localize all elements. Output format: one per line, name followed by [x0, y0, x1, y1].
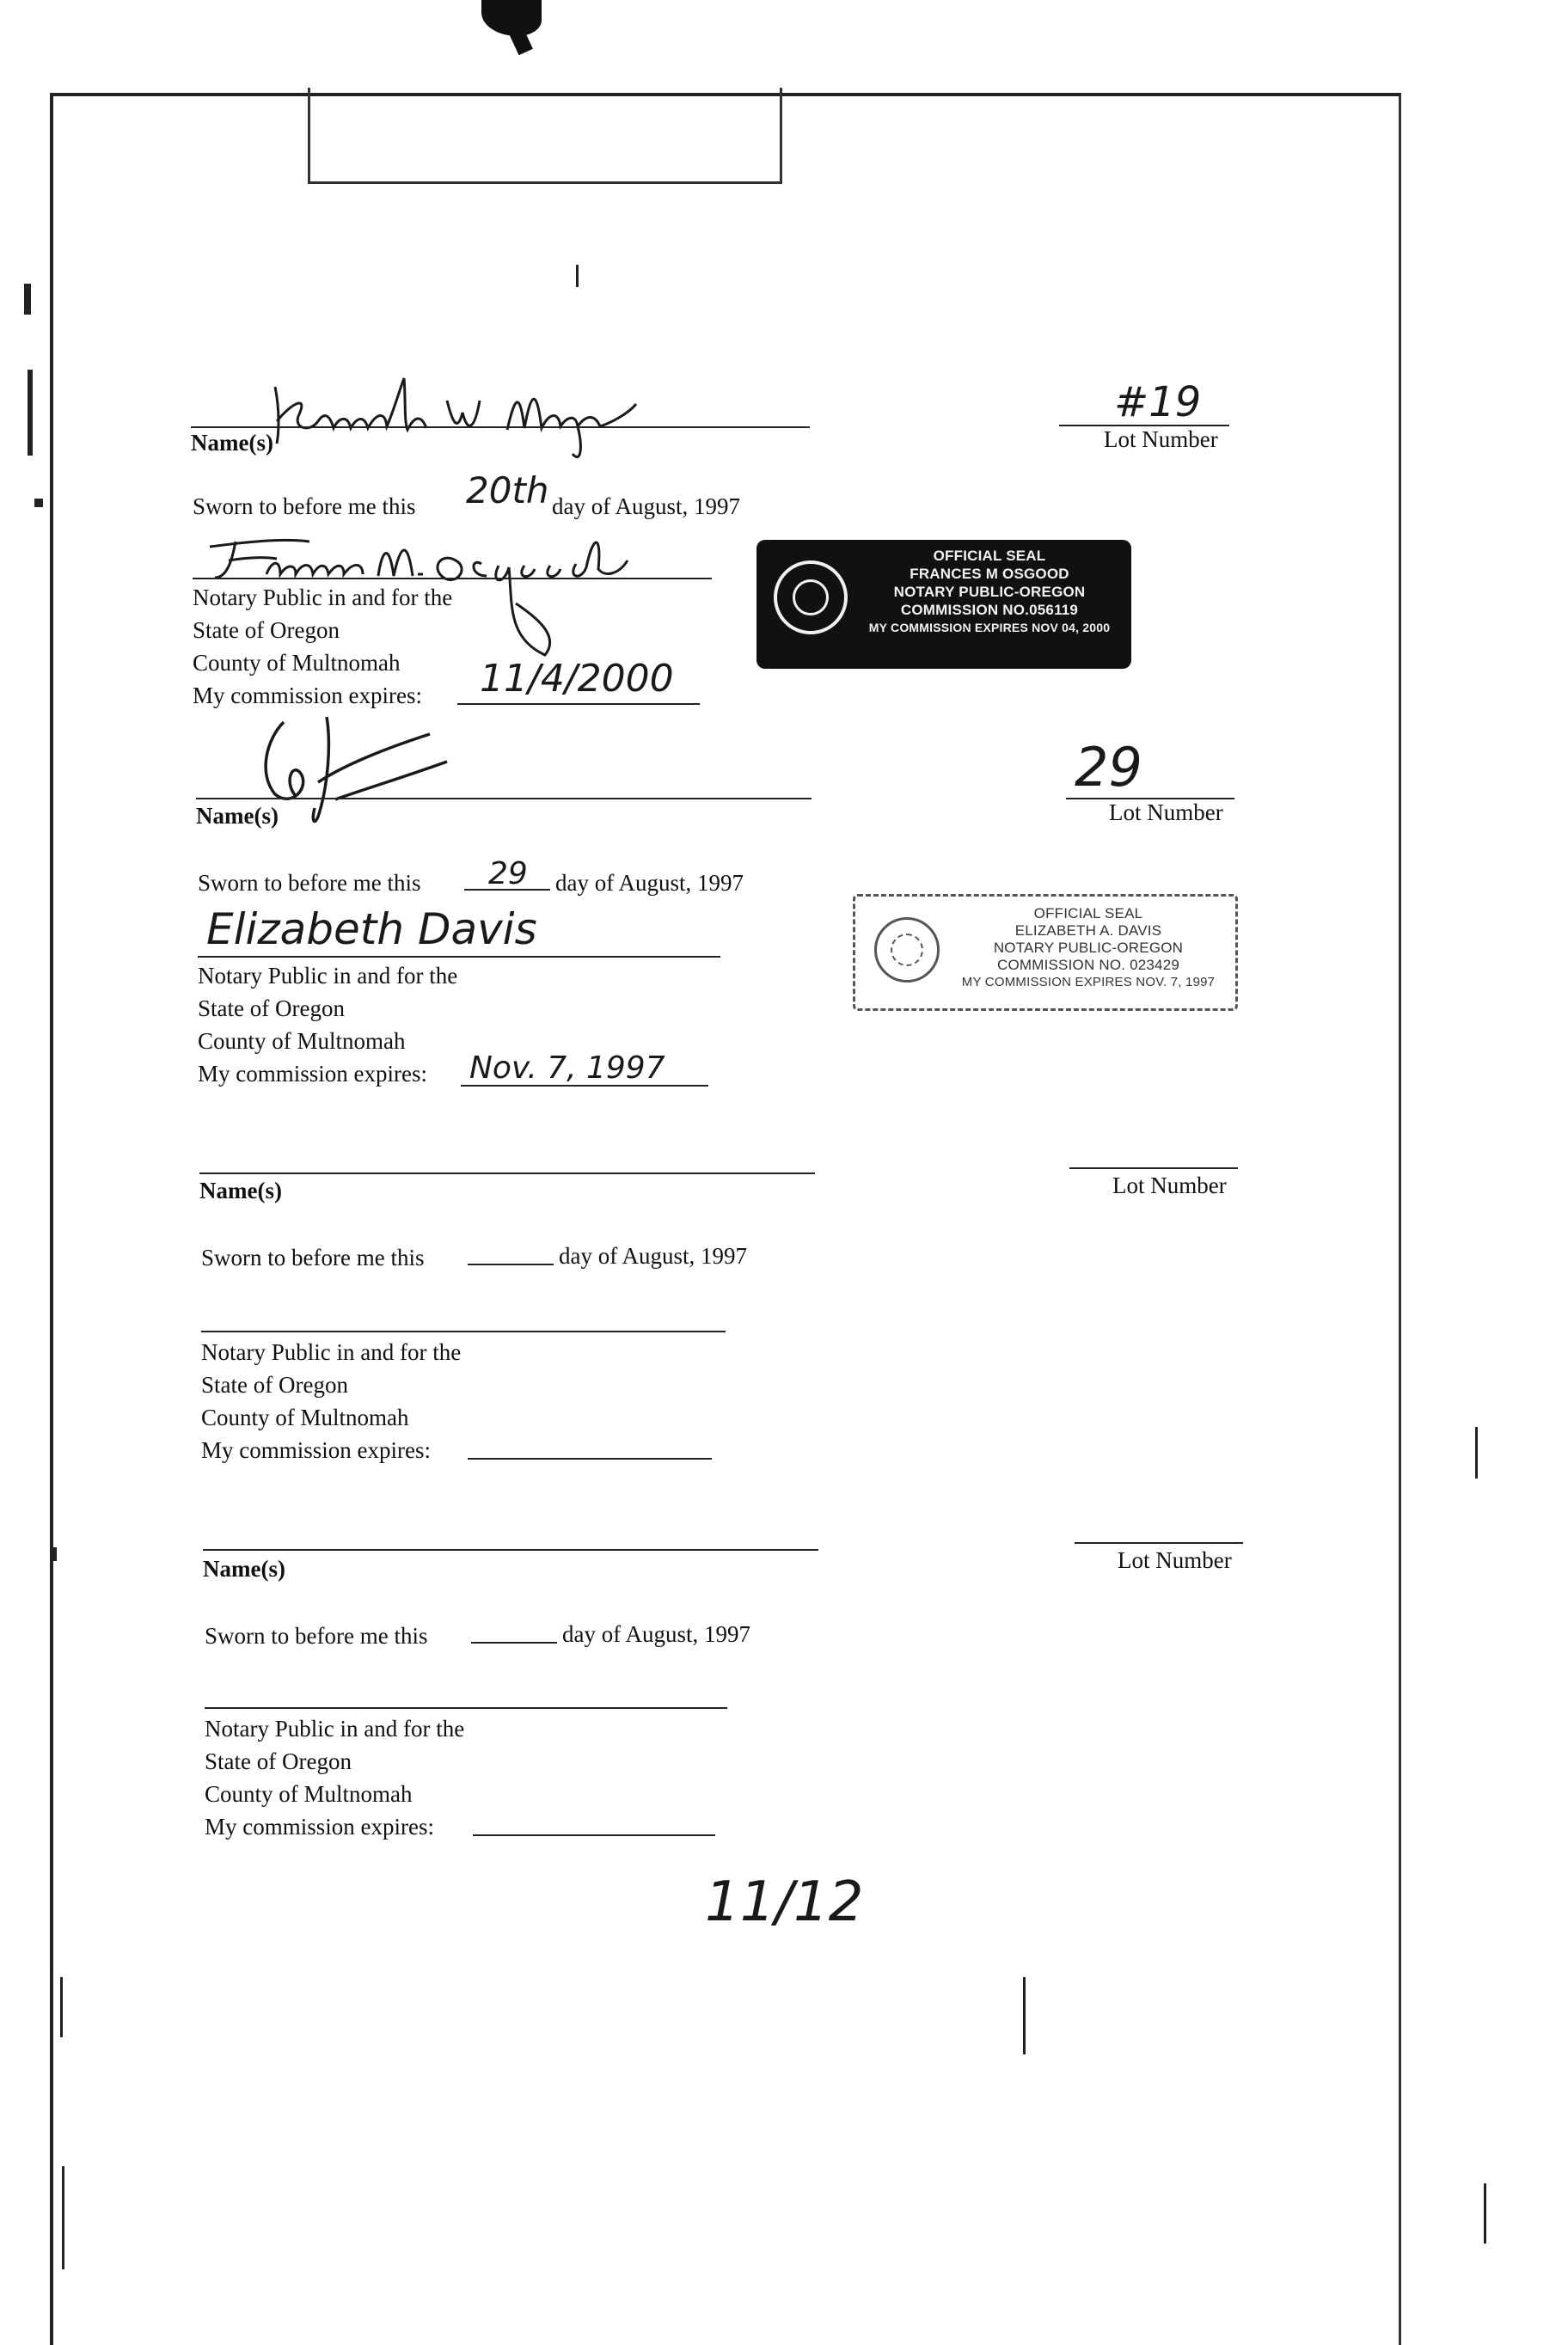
commission-expires-line — [468, 1458, 712, 1460]
page-number: 11/12 — [705, 1870, 864, 1934]
commission-expires-line — [473, 1834, 715, 1836]
seal-line: MY COMMISSION EXPIRES NOV. 7, 1997 — [961, 975, 1216, 989]
notary-signature-line — [205, 1707, 727, 1709]
lot-number-label: Lot Number — [1104, 426, 1218, 452]
notary-seal-davis — [853, 894, 1238, 1011]
name-line — [203, 1549, 818, 1551]
commission-expires-label: My commission expires: — [198, 1061, 427, 1087]
scan-artifact — [60, 1977, 63, 2037]
notary-line-3: County of Multnomah — [201, 1405, 409, 1430]
seal-line: NOTARY PUBLIC-OREGON — [993, 940, 1184, 956]
folder-tab — [308, 88, 782, 184]
sworn-prefix: Sworn to before me this — [205, 1623, 428, 1649]
commission-expires-label: My commission expires: — [193, 683, 422, 708]
lot-number-line — [1069, 1167, 1238, 1169]
seal-line: FRANCES M OSGOOD — [910, 566, 1069, 582]
seal-line: OFFICIAL SEAL — [1033, 905, 1143, 921]
name-line — [199, 1172, 815, 1174]
scan-artifact — [1023, 1977, 1026, 2054]
seal-line: COMMISSION NO.056119 — [900, 602, 1079, 618]
notary-line-2: State of Oregon — [193, 617, 340, 643]
notary-line-3: County of Multnomah — [198, 1028, 406, 1054]
notary-line-2: State of Oregon — [201, 1372, 348, 1398]
scan-artifact — [62, 2166, 64, 2269]
seal-line: ELIZABETH A. DAVIS — [1014, 922, 1162, 939]
name-label: Name(s) — [196, 803, 279, 829]
scan-artifact — [24, 284, 31, 315]
sworn-day-value: 20th — [466, 469, 549, 511]
signature-block-2 — [232, 705, 542, 834]
sworn-prefix: Sworn to before me this — [201, 1245, 425, 1270]
sworn-suffix: day of August, 1997 — [552, 493, 740, 519]
notary-line-1: Notary Public in and for the — [205, 1716, 465, 1742]
notary-line-1: Notary Public in and for the — [201, 1339, 462, 1365]
notary-line-1: Notary Public in and for the — [198, 963, 458, 989]
state-seal-emblem — [774, 560, 848, 634]
seal-line: NOTARY PUBLIC-OREGON — [893, 584, 1086, 600]
notary-signature-line — [193, 578, 712, 579]
scan-artifact — [34, 499, 43, 507]
lot-number-label: Lot Number — [1109, 799, 1223, 825]
sworn-prefix: Sworn to before me this — [198, 870, 421, 896]
lot-number-line — [1075, 1542, 1243, 1544]
scan-artifact — [576, 265, 579, 287]
scan-artifact — [1475, 1427, 1478, 1479]
name-label: Name(s) — [203, 1556, 285, 1582]
state-seal-emblem — [874, 917, 940, 983]
notary-line-1: Notary Public in and for the — [193, 585, 453, 610]
notary-signature-line — [198, 956, 720, 958]
sworn-day-value: 29 — [488, 856, 528, 891]
sworn-day-line — [468, 1264, 554, 1265]
notary-line-3: County of Multnomah — [193, 650, 401, 676]
lot-number-label: Lot Number — [1112, 1172, 1227, 1198]
scan-artifact — [28, 370, 33, 456]
sworn-day-line — [464, 889, 550, 891]
name-line — [196, 798, 812, 799]
sworn-prefix: Sworn to before me this — [193, 493, 416, 519]
signature-kenneth-mayne — [258, 361, 688, 456]
scan-artifact — [53, 1547, 57, 1561]
commission-expires-value: 11/4/2000 — [480, 657, 674, 701]
commission-expires-label: My commission expires: — [205, 1814, 434, 1840]
name-label: Name(s) — [199, 1178, 282, 1203]
commission-expires-value: Nov. 7, 1997 — [469, 1050, 665, 1086]
name-label: Name(s) — [191, 430, 273, 456]
commission-expires-label: My commission expires: — [201, 1437, 431, 1463]
notary-seal-osgood — [756, 540, 1131, 669]
sworn-suffix: day of August, 1997 — [562, 1621, 750, 1647]
notary-line-2: State of Oregon — [198, 995, 345, 1021]
seal-line: COMMISSION NO. 023429 — [996, 957, 1180, 973]
lot-number-value: #19 — [1114, 378, 1202, 426]
sworn-day-line — [471, 1642, 557, 1644]
seal-line: OFFICIAL SEAL — [933, 548, 1046, 564]
name-line — [191, 426, 810, 428]
commission-expires-line — [461, 1085, 708, 1087]
seal-line: MY COMMISSION EXPIRES NOV 04, 2000 — [868, 621, 1111, 634]
scan-artifact — [1484, 2183, 1486, 2244]
scan-artifact — [50, 585, 52, 662]
notary-line-2: State of Oregon — [205, 1748, 352, 1774]
notary-signature-line — [201, 1331, 726, 1332]
lot-number-label: Lot Number — [1118, 1547, 1232, 1573]
sworn-suffix: day of August, 1997 — [559, 1243, 747, 1269]
notary-line-3: County of Multnomah — [205, 1781, 413, 1807]
notary-signature-davis: Elizabeth Davis — [206, 904, 537, 954]
sworn-suffix: day of August, 1997 — [555, 870, 744, 896]
lot-number-value: 29 — [1075, 736, 1142, 799]
